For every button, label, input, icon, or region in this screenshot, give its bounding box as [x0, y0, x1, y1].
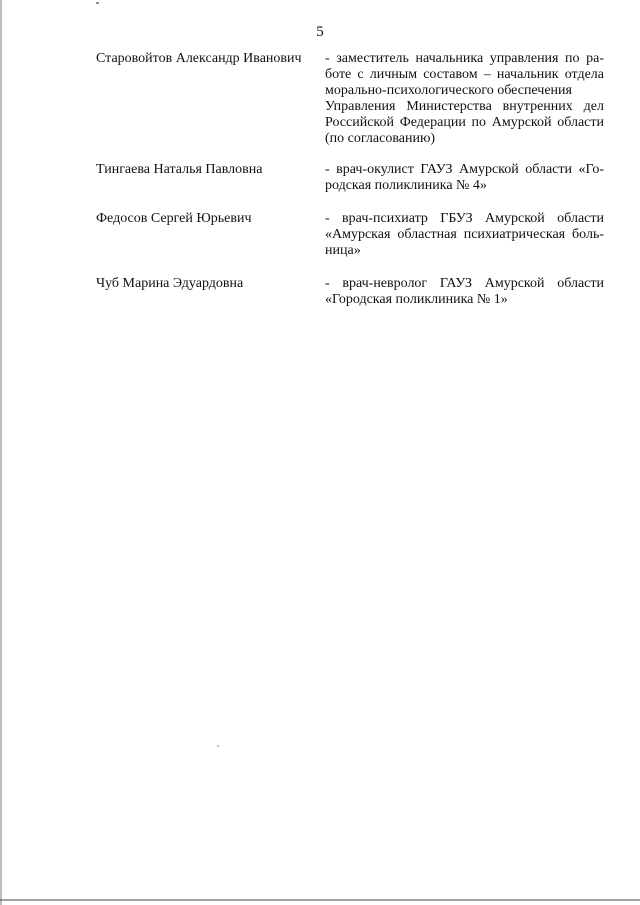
- role-line: боте с личным составом – начальник отдела: [325, 67, 604, 82]
- role-line: ница»: [325, 243, 361, 258]
- scan-edge-left: [0, 0, 2, 905]
- role-line: родская поликлиника № 4»: [325, 178, 487, 193]
- member-name: Старовойтов Александр Иванович: [96, 51, 302, 66]
- scan-speck: [96, 2, 99, 4]
- member-name: Тингаева Наталья Павловна: [96, 162, 263, 177]
- member-name: Чуб Марина Эдуардовна: [96, 276, 244, 291]
- role-line: «Городская поликлиника № 1»: [325, 292, 508, 307]
- role-line: морально-психологического обеспечения: [325, 83, 572, 98]
- role-line: Российской Федерации по Амурской области: [325, 115, 604, 130]
- role-line: (по согласованию): [325, 131, 436, 146]
- member-role: [325, 51, 604, 147]
- member-role: [325, 276, 604, 308]
- scan-edge-bottom: [0, 899, 640, 901]
- member-role: [325, 211, 604, 259]
- role-line: - заместитель начальника управления по ра-: [325, 51, 604, 66]
- scan-speck: [217, 745, 219, 747]
- member-role: [325, 162, 604, 194]
- role-line: «Амурская областная психиатрическая боль-: [325, 227, 604, 242]
- role-line: Управления Министерства внутренних дел: [325, 99, 604, 114]
- member-name: Федосов Сергей Юрьевич: [96, 211, 252, 226]
- role-line: - врач-окулист ГАУЗ Амурской области «Го-: [325, 162, 604, 177]
- role-line: - врач-психиатр ГБУЗ Амурской области: [325, 211, 604, 226]
- role-line: - врач-невролог ГАУЗ Амурской области: [325, 276, 604, 291]
- page-number: 5: [316, 24, 324, 40]
